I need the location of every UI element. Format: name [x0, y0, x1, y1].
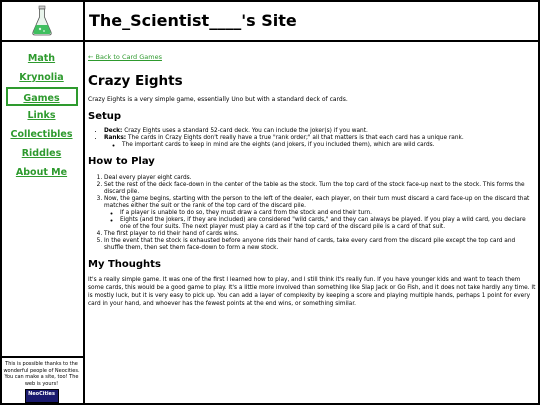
sidebar-item-games[interactable]: Games — [6, 87, 78, 106]
sidebar-item-krynolia[interactable]: Krynolia — [19, 72, 64, 83]
neocities-credit: This is possible thanks to the wonderful people of Neocities. You can make a site, too! The web is yours! — [3, 361, 80, 387]
sidebar-item-riddles[interactable]: Riddles — [21, 148, 62, 159]
list-item — [104, 196, 536, 231]
ranks-text: The cards in Crazy Eights don't really have a true "rank order;" all that matters is that each card has a unique rank. — [126, 135, 464, 141]
list-item — [104, 135, 536, 149]
header — [0, 0, 540, 42]
how-to-play-list — [88, 175, 536, 252]
intro-text: Crazy Eights is a very simple game, essentially Uno but with a standard deck of cards. — [88, 96, 348, 103]
sidebar — [0, 42, 85, 405]
deck-text: Crazy Eights uses a standard 52-card deck. You can include the joker(s) if you want. — [122, 128, 368, 134]
setup-heading: Setup — [88, 111, 122, 122]
page-title: Crazy Eights — [88, 73, 183, 89]
flask-icon — [31, 5, 53, 37]
list-item: ◦ Eights (and the jokers, if they are included) are considered "wild cards," and they can always be played. If you play a wild card, you declare one of the four suits. The next player must play a card as if the top card of the discard pile is a card of that suit. — [120, 217, 536, 231]
my-thoughts-text: It's a really simple game. It was one of the first I learned how to play, and I still think it's really fun. If you have younger kids and want to teach them some cards, this would be a good game to play. It's a little more involved than something like Slap Jack or Go Fish, and it does not take hardly any time. It is mostly luck, but it is very easy to pick up. You can add a layer of complexity by keeping a score and playing multiple hands, perhaps 1 point for every card in your hand, and whoever has the fewest points at the end wins, or something similar. — [88, 277, 536, 307]
how-to-play-heading: How to Play — [88, 156, 155, 167]
setup-list — [88, 128, 536, 149]
list-item: 5. In the event that the stock is exhausted before anyone rids their hand of cards, take every card from the discard pile except the top card and shuffle them, then set them face-down to form a new stock. — [104, 238, 536, 252]
sidebar-item-collectibles[interactable]: Collectibles — [10, 129, 73, 140]
step3-sublist — [104, 210, 536, 231]
list-item: ◦ If a player is unable to do so, they must draw a card from the stock and end their turn. — [120, 210, 536, 217]
logo[interactable] — [0, 0, 85, 42]
list-item: 4. The first player to rid their hand of cards wins. — [104, 231, 536, 238]
list-item: 1. Deal every player eight cards. — [104, 175, 536, 182]
step3-text: Now, the game begins, starting with the person to the left of the dealer, each player, on their turn must discard a card face-up on the discard that matches either the suit or the rank of the top card of the discard pile. — [104, 196, 530, 209]
sidebar-footer — [0, 356, 83, 405]
site-title: The_Scientist____'s Site — [89, 11, 297, 30]
ranks-sublist — [104, 142, 536, 149]
sidebar-nav — [0, 42, 83, 182]
deck-term: Deck: — [104, 128, 123, 134]
list-item: 2. Set the rest of the deck face-down in the center of the table as the stock. Turn the top card of the stock face-up next to the stock. This forms the discard pile. — [104, 182, 536, 196]
list-item — [104, 128, 536, 135]
ranks-term: Ranks: — [104, 135, 127, 141]
neocities-badge[interactable]: NeoCities — [25, 389, 59, 403]
list-item: ◦ The important cards to keep in mind are the eights (and jokers, if you included them), which are wild cards. — [122, 142, 536, 149]
main-content — [88, 44, 536, 403]
back-to-card-games-link[interactable]: ← Back to Card Games — [88, 53, 162, 61]
sidebar-item-math[interactable]: Math — [27, 53, 56, 64]
my-thoughts-heading: My Thoughts — [88, 259, 161, 270]
sidebar-item-links[interactable]: Links — [27, 110, 56, 121]
sidebar-item-about-me[interactable]: About Me — [15, 167, 68, 178]
